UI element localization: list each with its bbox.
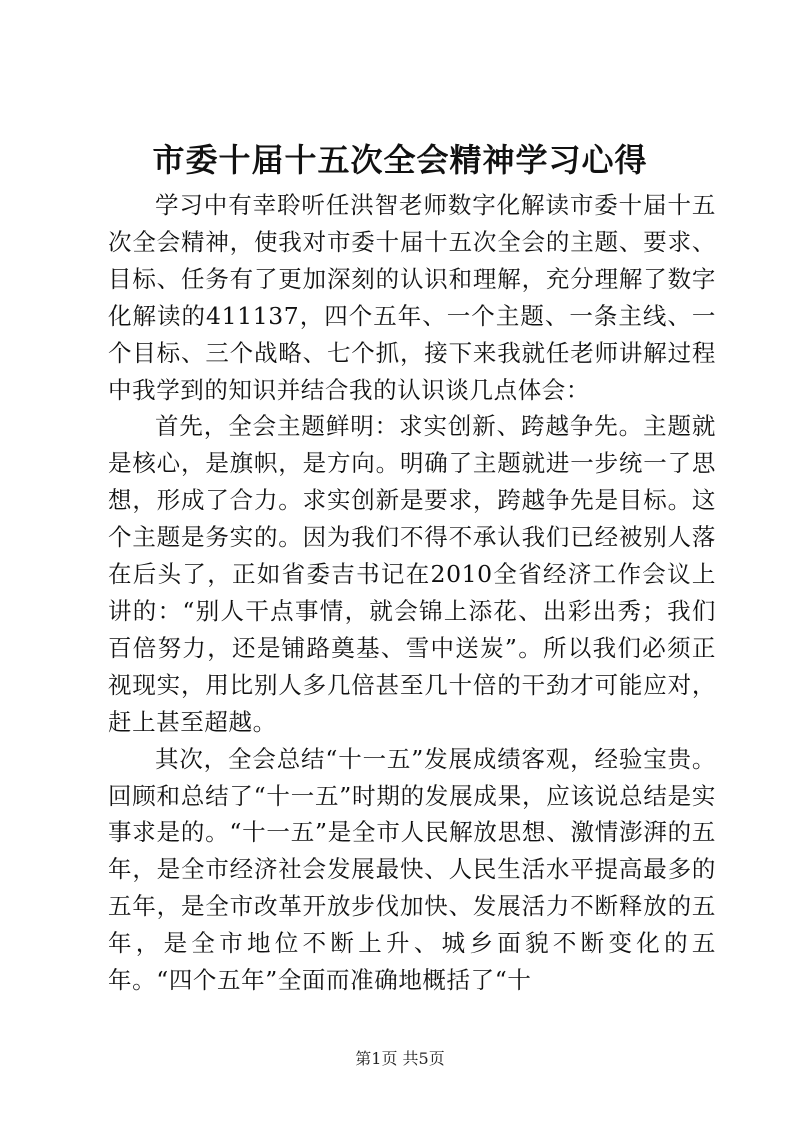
- document-body: [108, 187, 716, 999]
- paragraph-intro: 学习中有幸聆听任洪智老师数字化解读市委十届十五次全会精神，使我对市委十届十五次全会的主题、要求、目标、任务有了更加深刻的认识和理解，充分理解了数字化解读的411137，四个五年、一个主题、一条主线、一个目标、三个战略、七个抓，接下来我就任老师讲解过程中我学到的知识并结合我的认识谈几点体会：: [108, 191, 716, 404]
- paragraph-second: 其次，全会总结“十一五”发展成绩客观，经验宝贵。回顾和总结了“十一五”时期的发展成果，应该说总结是实事求是的。“十一五”是全市人民解放思想、激情澎湃的五年，是全市经济社会发展最快、人民生活水平提高最多的五年，是全市改革开放步伐加快、发展活力不断释放的五年，是全市地位不断上升、城乡面貌不断变化的五年。“四个五年”全面而准确地概括了“十: [108, 744, 716, 995]
- page-number-footer: 第1页 共5页: [355, 1049, 445, 1068]
- paragraph-first: 首先，全会主题鲜明：求实创新、跨越争先。主题就是核心，是旗帜，是方向。明确了主题就进一步统一了思想，形成了合力。求实创新是要求，跨越争先是目标。这个主题是务实的。因为我们不得不承认我们已经被别人落在后头了，正如省委吉书记在2010全省经济工作会议上讲的：“别人干点事情，就会锦上添花、出彩出秀；我们百倍努力，还是铺路奠基、雪中送炭”。所以我们必须正视现实，用比别人多几倍甚至几十倍的干劲才可能应对，赶上甚至超越。: [108, 412, 716, 736]
- page-title: 市委十届十五次全会精神学习心得: [152, 141, 648, 179]
